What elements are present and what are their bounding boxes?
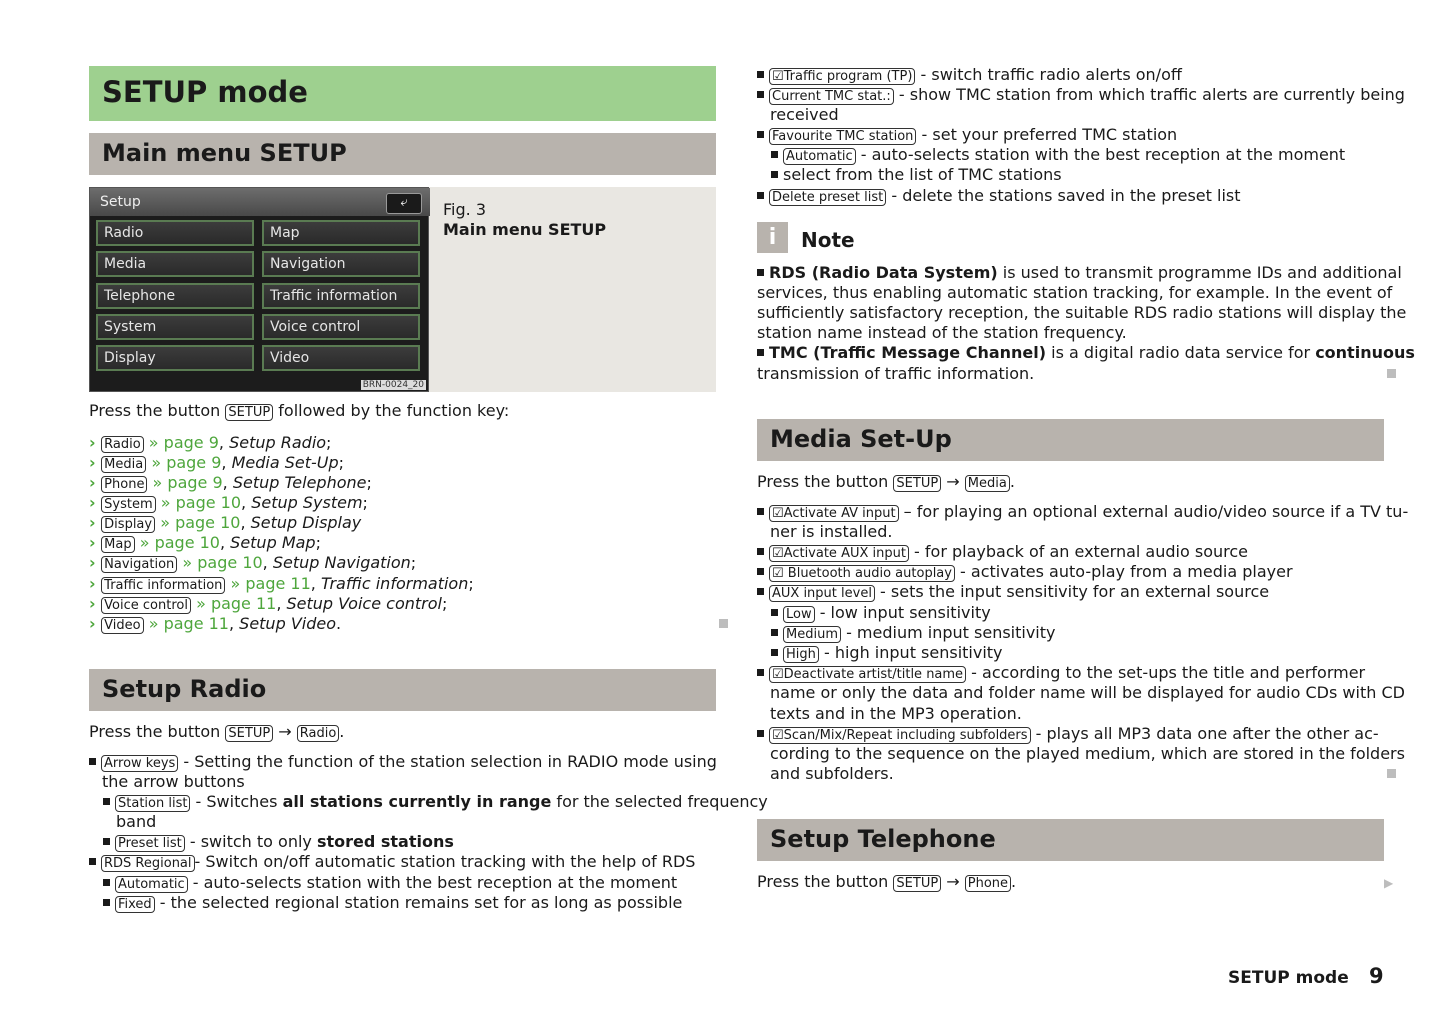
screen-button-video: Video — [262, 345, 420, 371]
section-title: Media Set-Up — [770, 425, 952, 453]
chevron-right-icon: › — [89, 594, 102, 613]
screen-button-system: System — [96, 314, 254, 340]
media-item-deactivate-wrap1: name or only the data and folder name will be displayed for audio CDs with CD — [770, 683, 1405, 702]
section-reference-title: Setup Telephone — [232, 473, 367, 492]
radio-item-arrow-keys: Arrow keys - Setting the function of the station selection in RADIO mode using — [89, 752, 717, 772]
cross-reference-item: › Traffic information » page 11, Traffic information; — [89, 574, 474, 593]
section-reference-title: Setup Voice control — [286, 594, 442, 613]
screen-button-telephone: Telephone — [96, 283, 254, 309]
media-item-scan-wrap1: cording to the sequence on the played medium, which are stored in the folders — [770, 744, 1405, 763]
media-subitem-high: High - high input sensitivity — [771, 643, 1003, 663]
info-icon: i — [757, 222, 788, 253]
figure-title: Main menu SETUP — [443, 220, 607, 239]
page-reference-link[interactable]: » page 10 — [182, 553, 263, 572]
traffic-item-delete-preset: Delete preset list - delete the stations saved in the preset list — [757, 186, 1241, 206]
cross-reference-item: › Video » page 11, Setup Video. — [89, 614, 342, 633]
media-subitem-low: Low - low input sensitivity — [771, 603, 991, 623]
cross-reference-item: › Phone » page 9, Setup Telephone; — [89, 473, 372, 492]
section-header-media — [757, 419, 1384, 461]
radio-subitem-station-list-wrap: band — [116, 812, 157, 831]
traffic-item-tp: ☑Traffic program (TP) - switch traffic radio alerts on/off — [757, 65, 1182, 85]
section-title: Setup Radio — [102, 675, 267, 703]
chevron-right-icon: › — [89, 453, 102, 472]
traffic-item-tmc-stat: Current TMC stat.: - show TMC station from which traffic alerts are currently being — [757, 85, 1405, 105]
section-reference-title: Setup Radio — [229, 433, 327, 452]
cross-reference-item: › Radio » page 9, Setup Radio; — [89, 433, 332, 452]
traffic-subitem-automatic: Automatic - auto-selects station with the best reception at the moment — [771, 145, 1345, 165]
note-rds-line3: sufficiently satisfactory reception, the suitable RDS radio stations will display the — [757, 303, 1407, 322]
page-reference-link[interactable]: » page 10 — [160, 513, 241, 532]
screen-title-bar — [90, 188, 430, 216]
media-item-deactivate-wrap2: texts and in the MP3 operation. — [770, 704, 1022, 723]
section-reference-title: Setup Display — [250, 513, 362, 532]
note-tmc-line2: transmission of traffic information. — [757, 364, 1035, 383]
note-tmc-line1: TMC (Traffic Message Channel) is a digital radio data service for continuous — [757, 343, 1415, 363]
chevron-right-icon: › — [89, 433, 102, 452]
cross-reference-item: › Voice control » page 11, Setup Voice control; — [89, 594, 448, 613]
chevron-right-icon: › — [89, 553, 102, 572]
media-subitem-medium: Medium - medium input sensitivity — [771, 623, 1056, 643]
chevron-right-icon: › — [89, 614, 102, 633]
footer-page-number: 9 — [1369, 964, 1384, 988]
footer-section: SETUP mode — [1228, 968, 1349, 988]
section-reference-title: Setup Navigation — [272, 553, 411, 572]
section-end-marker — [719, 619, 728, 628]
section-reference-title: Media Set-Up — [231, 453, 339, 472]
intro-text: Press the button SETUP followed by the function key: — [89, 401, 510, 420]
section-title: Setup Telephone — [770, 825, 996, 853]
chevron-right-icon: › — [89, 574, 102, 593]
media-item-av: ☑Activate AV input – for playing an optional external audio/video source if a TV tu- — [757, 502, 1408, 522]
screen-button-media: Media — [96, 251, 254, 277]
function-key: Radio — [101, 436, 144, 453]
note-rds-line4: station name instead of the station frequency. — [757, 323, 1127, 342]
media-item-deactivate: ☑Deactivate artist/title name - according to the set-ups the title and performer — [757, 663, 1365, 683]
radio-press-text: Press the button SETUP → Radio . — [89, 722, 345, 741]
function-key: Media — [101, 456, 146, 473]
function-key: Traffic information — [101, 577, 225, 594]
figure-caption — [443, 200, 606, 240]
setup-screen-image — [89, 187, 429, 392]
traffic-item-tmc-stat-wrap: received — [770, 105, 839, 124]
function-key: Navigation — [101, 556, 177, 573]
page-title: SETUP mode — [102, 75, 308, 109]
continue-icon: ▶ — [1384, 876, 1394, 890]
figure-main-menu — [89, 187, 716, 392]
page-reference-link[interactable]: » page 11 — [230, 574, 311, 593]
chevron-right-icon: › — [89, 473, 102, 492]
figure-label: Fig. 3 — [443, 200, 486, 219]
section-title: Main menu SETUP — [102, 139, 347, 167]
screen-button-voice-control: Voice control — [262, 314, 420, 340]
chevron-right-icon: › — [89, 533, 102, 552]
media-item-scan: ☑Scan/Mix/Repeat including subfolders - plays all MP3 data one after the other ac- — [757, 724, 1379, 744]
screen-button-traffic-information: Traffic information — [262, 283, 420, 309]
section-reference-title: Setup Map — [230, 533, 316, 552]
radio-item-rds-regional: RDS Regional - Switch on/off automatic station tracking with the help of RDS — [89, 852, 695, 872]
note-rds-line1: RDS (Radio Data System) is used to transmit programme IDs and additional — [757, 263, 1402, 283]
screen-button-display: Display — [96, 345, 254, 371]
media-item-scan-wrap2: and subfolders. — [770, 764, 894, 783]
screen-button-map: Map — [262, 220, 420, 246]
figure-code: BRN-0024_20 — [362, 380, 424, 390]
media-item-aux-level: AUX input level - sets the input sensitivity for an external source — [757, 582, 1269, 602]
section-header-setup-radio — [89, 669, 716, 711]
cross-reference-item: › Map » page 10, Setup Map; — [89, 533, 321, 552]
traffic-subitem-select: select from the list of TMC stations — [771, 165, 1062, 185]
screen-button-navigation: Navigation — [262, 251, 420, 277]
function-key: Phone — [101, 476, 147, 493]
page-reference-link[interactable]: » page 9 — [151, 453, 222, 472]
traffic-item-favourite: Favourite TMC station - set your preferred TMC station — [757, 125, 1177, 145]
section-header-main-menu — [89, 133, 716, 175]
page-reference-link[interactable]: » page 10 — [160, 493, 242, 512]
media-press-text: Press the button SETUP → Media . — [757, 472, 1015, 491]
page-reference-link[interactable]: » page 11 — [196, 594, 277, 613]
setup-key: SETUP — [225, 404, 273, 421]
page-reference-link[interactable]: » page 10 — [139, 533, 220, 552]
cross-reference-item: › Navigation » page 10, Setup Navigation; — [89, 553, 417, 572]
radio-subitem-automatic: Automatic - auto-selects station with the best reception at the moment — [103, 873, 677, 893]
radio-subitem-station-list: Station list - Switches all stations currently in range for the selected frequency — [103, 792, 768, 812]
section-end-marker — [1387, 769, 1396, 778]
page-title-banner — [89, 66, 716, 121]
function-key: Voice control — [101, 597, 191, 614]
radio-item-arrow-keys-wrap: the arrow buttons — [102, 772, 245, 791]
cross-reference-item: › Media » page 9, Media Set-Up; — [89, 453, 345, 472]
chevron-right-icon: › — [89, 513, 102, 532]
radio-subitem-fixed: Fixed - the selected regional station remains set for as long as possible — [103, 893, 682, 913]
chevron-right-icon: › — [89, 493, 102, 512]
section-reference-title: Setup System — [251, 493, 363, 512]
cross-reference-item: › Display » page 10, Setup Display — [89, 513, 362, 532]
section-end-marker — [1387, 369, 1396, 378]
function-key: System — [101, 496, 155, 513]
telephone-press-text: Press the button SETUP → Phone . — [757, 872, 1017, 891]
function-key: Video — [101, 617, 143, 634]
page-reference-link[interactable]: » page 11 — [148, 614, 229, 633]
media-item-bluetooth: ☑ Bluetooth audio autoplay - activates auto-play from a media player — [757, 562, 1293, 582]
cross-reference-item: › System » page 10, Setup System; — [89, 493, 368, 512]
note-title: Note — [801, 228, 855, 252]
section-header-telephone — [757, 819, 1384, 861]
function-key: Display — [101, 516, 155, 533]
screen-title: Setup — [100, 194, 141, 210]
back-icon: ⤶ — [386, 193, 422, 214]
page-reference-link[interactable]: » page 9 — [152, 473, 223, 492]
section-reference-title: Setup Video — [239, 614, 336, 633]
section-reference-title: Traffic information — [320, 574, 469, 593]
media-item-av-wrap: ner is installed. — [770, 522, 893, 541]
media-item-aux: ☑Activate AUX input - for playback of an external audio source — [757, 542, 1248, 562]
radio-subitem-preset-list: Preset list - switch to only stored stations — [103, 832, 454, 852]
note-rds-line2: services, thus enabling automatic station tracking, for example. In the event of — [757, 283, 1393, 302]
screen-button-radio: Radio — [96, 220, 254, 246]
function-key: Map — [101, 536, 134, 553]
page-reference-link[interactable]: » page 9 — [148, 433, 219, 452]
